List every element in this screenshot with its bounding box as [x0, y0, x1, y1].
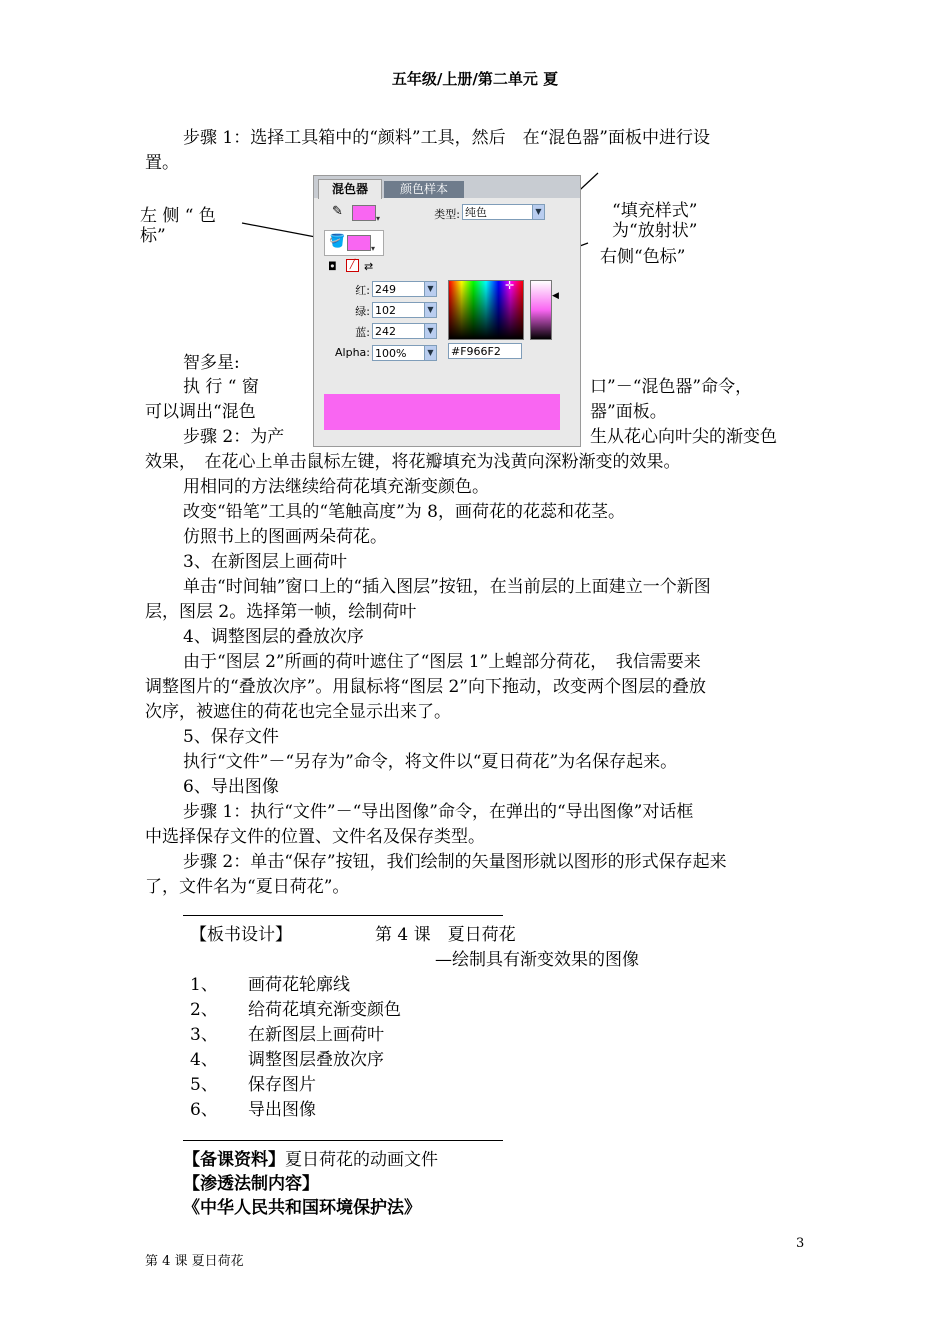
callout-fill-style-2: 为“放射状” [612, 221, 698, 241]
step2-right: 生从花心向叶尖的渐变色 [590, 427, 777, 447]
green-input[interactable]: 102 [372, 302, 428, 318]
color-preview [324, 394, 560, 430]
fill-type-value: 纯色 [465, 206, 487, 219]
page-header: 五年级/上册/第二单元 夏 [391, 70, 559, 88]
green-dropdown-icon[interactable]: ▼ [424, 302, 437, 318]
alpha-dropdown-icon[interactable]: ▼ [424, 345, 437, 361]
callout-fill-style: “填充样式” [612, 201, 698, 221]
chevron-down-icon[interactable]: ▼ [532, 204, 545, 220]
black-white-icon[interactable]: ◘ [328, 260, 337, 273]
blue-dropdown-icon[interactable]: ▼ [424, 323, 437, 339]
board-item-num: 3、 [190, 1025, 218, 1045]
board-item-num: 5、 [190, 1075, 218, 1095]
tip-title: 智多星: [183, 353, 240, 373]
step2-left: 步骤 2：为产 [183, 427, 285, 447]
mixer-panel [313, 175, 581, 447]
callout-left-color-stop: 左 侧 “ 色 [140, 206, 216, 226]
board-item-num: 4、 [190, 1050, 218, 1070]
section-heading: 3、在新图层上画荷叶 [183, 552, 347, 572]
board-label: 【板书设计】 [190, 925, 292, 945]
board-item-text: 导出图像 [248, 1100, 316, 1120]
board-item-num: 6、 [190, 1100, 218, 1120]
board-item-text: 保存图片 [248, 1075, 316, 1095]
body-line: 了，文件名为“夏日荷花”。 [145, 877, 350, 897]
board-item-num: 2、 [190, 1000, 218, 1020]
divider [183, 915, 503, 916]
section-heading: 5、保存文件 [183, 727, 279, 747]
board-item-text: 给荷花填充渐变颜色 [248, 1000, 401, 1020]
fill-color-swatch[interactable] [347, 235, 371, 251]
swap-colors-icon[interactable]: ⇄ [364, 260, 374, 273]
footer-lesson: 第 4 课 夏日荷花 [145, 1254, 244, 1269]
no-color-icon[interactable]: ╱ [346, 259, 359, 272]
color-spectrum[interactable] [448, 280, 524, 340]
law-title: 《中华人民共和国环境保护法》 [183, 1198, 421, 1218]
step1-line1: 步骤 1：选择工具箱中的“颜料”工具，然后 在“混色器”面板中进行设 [183, 128, 710, 148]
page-number: 3 [796, 1236, 805, 1251]
tab-color-swatches[interactable]: 颜色样本 [384, 181, 464, 198]
body-line: 中选择保存文件的位置、文件名及保存类型。 [145, 827, 485, 847]
body-line: 由于“图层 2”所画的荷叶遮住了“图层 1”上蝗部分荷花， 我信需要来 [183, 652, 701, 672]
red-input[interactable]: 249 [372, 281, 428, 297]
body-line: 改变“铅笔”工具的“笔触高度”为 8，画荷花的花蕊和花茎。 [183, 502, 625, 522]
pencil-icon[interactable]: ✎ [332, 204, 343, 219]
callout-right-color-stop: 右侧“色标” [600, 247, 686, 267]
resources-label: 【备课资料】 [183, 1150, 285, 1170]
alpha-input[interactable]: 100% [372, 345, 428, 361]
red-label: 红: [355, 284, 370, 297]
hex-input[interactable]: #F966F2 [448, 343, 522, 359]
body-line: 单击“时间轴”窗口上的“插入图层”按钮，在当前层的上面建立一个新图 [183, 577, 711, 597]
board-item-text: 在新图层上画荷叶 [248, 1025, 384, 1045]
type-label: 类型: [434, 208, 460, 221]
body-line: 层，图层 2。选择第一帧，绘制荷叶 [145, 602, 417, 622]
alpha-label: Alpha: [335, 346, 370, 359]
tip-line2-left: 可以调出“混色 [145, 402, 256, 422]
red-dropdown-icon[interactable]: ▼ [424, 281, 437, 297]
board-item-text: 画荷花轮廓线 [248, 975, 350, 995]
body-line: 效果， 在花心上单击鼠标左键，将花瓣填充为浅黄向深粉渐变的效果。 [145, 452, 681, 472]
board-item-text: 调整图层叠放次序 [248, 1050, 384, 1070]
board-item-num: 1、 [190, 975, 218, 995]
brightness-pointer-icon[interactable]: ◀ [552, 291, 559, 301]
body-line: 步骤 2：单击“保存”按钮，我们绘制的矢量图形就以图形的形式保存起来 [183, 852, 727, 872]
brightness-slider[interactable] [530, 280, 552, 340]
fill-color-well[interactable] [324, 230, 384, 256]
stroke-color-swatch[interactable] [352, 205, 376, 221]
stroke-dropdown-icon[interactable]: ▾ [376, 214, 381, 223]
blue-label: 蓝: [355, 326, 370, 339]
green-label: 绿: [355, 305, 370, 318]
section-heading: 4、调整图层的叠放次序 [183, 627, 364, 647]
divider [183, 1140, 503, 1141]
tab-mixer[interactable]: 混色器 [318, 179, 382, 199]
board-title: 第 4 课 夏日荷花 [375, 925, 516, 945]
body-line: 仿照书上的图画两朵荷花。 [183, 527, 387, 547]
fill-dropdown-icon[interactable]: ▾ [371, 244, 376, 253]
fill-type-select[interactable] [462, 204, 542, 220]
crosshair-icon: ✛ [505, 279, 515, 292]
tip-line1-right: 口”－“混色器”命令， [590, 377, 753, 397]
blue-input[interactable]: 242 [372, 323, 428, 339]
body-line: 步骤 1：执行“文件”－“导出图像”命令，在弹出的“导出图像”对话框 [183, 802, 694, 822]
body-line: 次序，被遮住的荷花也完全显示出来了。 [145, 702, 451, 722]
section-heading: 6、导出图像 [183, 777, 279, 797]
tip-line1-left: 执 行 “ 窗 [183, 377, 259, 397]
callout-left-color-stop-2: 标” [140, 226, 166, 246]
mixer-tabs [314, 176, 580, 198]
step1-line2: 置。 [145, 153, 179, 173]
body-line: 用相同的方法继续给荷花填充渐变颜色。 [183, 477, 489, 497]
board-subtitle: —绘制具有渐变效果的图像 [435, 950, 639, 970]
tip-line2-right: 器”面板。 [590, 402, 667, 422]
body-line: 调整图片的“叠放次序”。用鼠标将“图层 2”向下拖动，改变两个图层的叠放 [145, 677, 706, 697]
resources-text: 夏日荷花的动画文件 [285, 1150, 438, 1170]
body-line: 执行“文件”－“另存为”命令，将文件以“夏日荷花”为名保存起来。 [183, 752, 678, 772]
law-label: 【渗透法制内容】 [183, 1174, 319, 1194]
paint-bucket-icon: 🪣 [329, 234, 346, 249]
resources-line [183, 1150, 438, 1170]
